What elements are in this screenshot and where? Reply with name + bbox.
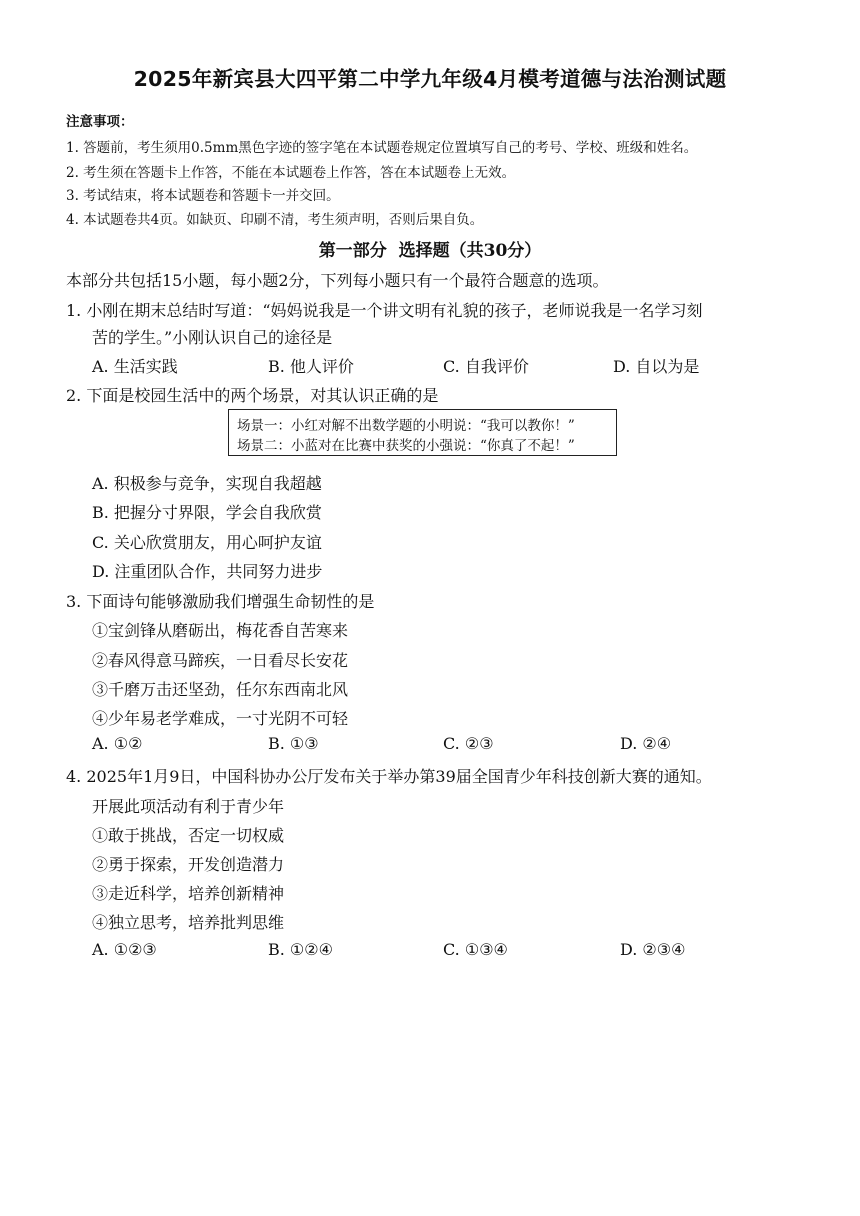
question-2-stem: 2. 下面是校园生活中的两个场景，对其认识正确的是 [66, 386, 439, 405]
scene-box [228, 409, 617, 456]
question-1-option-a: A. 生活实践 [92, 357, 178, 376]
note-item: 2. 考生须在答题卡上作答，不能在本试题卷上作答，答在本试题卷上无效。 [66, 165, 516, 181]
note-item: 3. 考试结束，将本试题卷和答题卡一并交回。 [66, 188, 340, 204]
question-2-option-d: D. 注重团队合作，共同努力进步 [92, 562, 323, 581]
exam-title: 2025年新宾县大四平第二中学九年级4月模考道德与法治测试题 [133, 67, 727, 91]
section-intro: 本部分共包括15小题，每小题2分，下列每小题只有一个最符合题意的选项。 [66, 271, 609, 290]
question-3-item-4: ④少年易老学难成，一寸光阴不可轻 [92, 709, 349, 728]
question-4-option-a: A. ①②③ [92, 940, 157, 959]
question-3-item-2: ②春风得意马蹄疾，一日看尽长安花 [92, 651, 349, 670]
scene-2: 场景二：小蓝对在比赛中获奖的小强说：“你真了不起！” [237, 438, 575, 454]
question-3-option-b: B. ①③ [268, 734, 319, 753]
note-item: 4. 本试题卷共4页。如缺页、印刷不清，考生须声明，否则后果自负。 [66, 212, 484, 228]
question-4-item-3: ③走近科学，培养创新精神 [92, 884, 285, 903]
question-4-stem-cont: 开展此项活动有利于青少年 [92, 797, 285, 816]
question-2-option-b: B. 把握分寸界限，学会自我欣赏 [92, 503, 322, 522]
question-4-option-b: B. ①②④ [268, 940, 333, 959]
question-4-item-2: ②勇于探索，开发创造潜力 [92, 855, 285, 874]
question-1-stem-cont: 苦的学生。”小刚认识自己的途径是 [92, 328, 333, 347]
question-4-item-4: ④独立思考，培养批判思维 [92, 913, 285, 932]
question-1-option-b: B. 他人评价 [268, 357, 354, 376]
question-4-option-d: D. ②③④ [620, 940, 686, 959]
question-3-item-1: ①宝剑锋从磨砺出，梅花香自苦寒来 [92, 621, 349, 640]
question-4-item-1: ①敢于挑战，否定一切权威 [92, 826, 285, 845]
question-1-option-c: C. 自我评价 [443, 357, 529, 376]
question-3-option-c: C. ②③ [443, 734, 494, 753]
question-2-option-c: C. 关心欣赏朋友，用心呵护友谊 [92, 533, 322, 552]
question-3-stem: 3. 下面诗句能够激励我们增强生命韧性的是 [66, 592, 375, 611]
question-1-stem: 1. 小刚在期末总结时写道：“妈妈说我是一个讲文明有礼貌的孩子，老师说我是一名学习刻 [66, 301, 703, 320]
question-3-option-a: A. ①② [92, 734, 143, 753]
question-1-option-d: D. 自以为是 [613, 357, 700, 376]
question-3-item-3: ③千磨万击还坚劲，任尔东西南北风 [92, 680, 349, 699]
note-item: 1. 答题前，考生须用0.5mm黑色字迹的签字笔在本试题卷规定位置填写自己的考号、学校、班级和姓名。 [66, 140, 698, 156]
question-4-option-c: C. ①③④ [443, 940, 508, 959]
notes-heading: 注意事项： [66, 114, 134, 130]
question-4-stem: 4. 2025年1月9日，中国科协办公厅发布关于举办第39届全国青少年科技创新大赛的通知。 [66, 767, 712, 786]
section-title: 第一部分 选择题（共30分） [318, 241, 542, 261]
question-3-option-d: D. ②④ [620, 734, 672, 753]
question-2-option-a: A. 积极参与竞争，实现自我超越 [92, 474, 322, 493]
scene-1: 场景一：小红对解不出数学题的小明说：“我可以教你！” [237, 418, 575, 434]
